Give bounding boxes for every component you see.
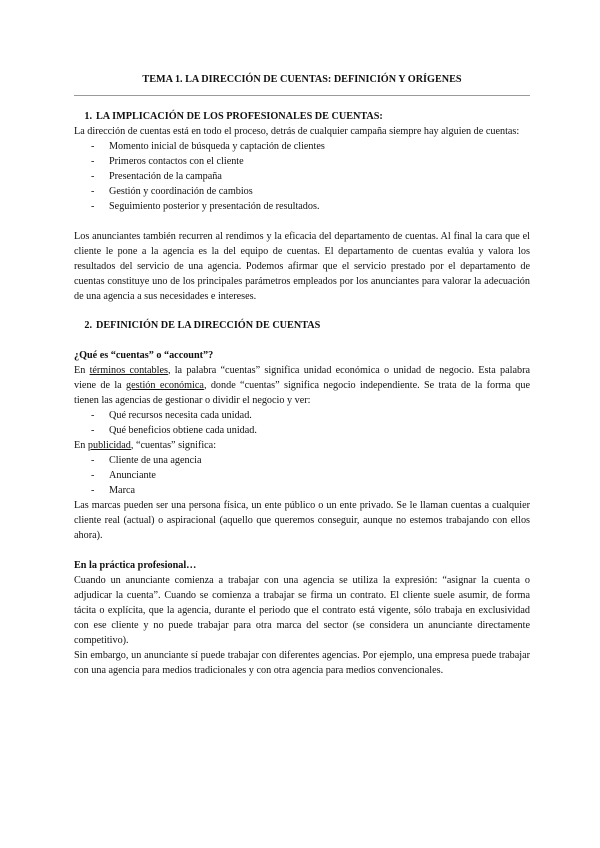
list-item: - Seguimiento posterior y presentación de resultados. — [74, 199, 530, 214]
section-2-paragraph-3: Las marcas pueden ser una persona física, un ente público o un ente privado. Se le llaman cuentas a cualquier cliente real (actual) o aspiracional (aquello que queremos conseguir, aunque no estemos trabajando con ellos ahora). — [74, 500, 530, 541]
text-run: , la palabra “cuentas” significa unidad económica o unidad de negocio. Esta palabra viene de la — [74, 365, 530, 391]
list-item: - Qué recursos necesita cada unidad. — [74, 408, 530, 423]
term-link-gestion: gestión económica — [126, 380, 204, 391]
text-run: , donde “cuentas” significa negocio independiente. Se trata de la forma que tienen las agencias de gestionar o dividir el negocio y ver: — [74, 380, 530, 406]
section-2-heading — [74, 318, 530, 333]
section-2-number: 2. — [84, 320, 92, 331]
document-title: TEMA 1. LA DIRECCIÓN DE CUENTAS: DEFINICIÓN Y ORÍGENES — [74, 72, 530, 96]
text-run: En — [74, 365, 90, 376]
section-1-number: 1. — [84, 111, 92, 122]
section-1-list — [74, 139, 530, 214]
list-item: - Primeros contactos con el cliente — [74, 154, 530, 169]
text-run: , “cuentas” significa: — [130, 440, 217, 451]
text-run: En — [74, 440, 88, 451]
term-link-contables: términos contables — [89, 365, 168, 376]
section-1-heading-text: LA IMPLICACIÓN DE LOS PROFESIONALES DE CUENTAS: — [96, 111, 383, 122]
section-2-heading-text: DEFINICIÓN DE LA DIRECCIÓN DE CUENTAS — [96, 320, 321, 331]
section-2-list-2 — [74, 453, 530, 498]
section-2-paragraph-4: Cuando un anunciante comienza a trabajar con una agencia se utiliza la expresión: “asignar la cuenta o adjudicar la cuenta”. Cuando se comienza a trabajar se firma un contrato. El cliente suele asumir, de forma tácita o explícita, que la agencia, durante el periodo que el contrato está vigente, sólo trabaja en exclusividad con ese cliente y no puede trabajar para otra marca del sector (se considera un anunciante directamente competitivo). — [74, 575, 530, 646]
list-item: - Momento inicial de búsqueda y captación de clientes — [74, 139, 530, 154]
section-2-question: ¿Qué es “cuentas” o “account”? — [74, 350, 214, 361]
list-item: - Cliente de una agencia — [74, 453, 530, 468]
term-link-publicidad: publicidad — [87, 440, 131, 451]
document-body — [74, 72, 530, 678]
list-item: - Anunciante — [74, 468, 530, 483]
section-2-paragraph-1 — [74, 363, 530, 408]
section-1-paragraph: Los anunciantes también recurren al rendimos y la eficacia del departamento de cuentas. Al final la cara que el cliente le pone a la agencia es la del equipo de cuentas. El departamento de cuentas evalúa y valora los resultados del servicio de una agencia. Podemos afirmar que el servicio prestado por el departamento de cuentas constituye uno de los principales parámetros empleados por los anunciantes para valorar la adecuación de una agencia a sus necesidades e intereses. — [74, 231, 530, 302]
section-2-paragraph-5: Sin embargo, un anunciante sí puede trabajar con diferentes agencias. Por ejemplo, una empresa puede trabajar con una agencia para medios tradicionales y con otra agencia para medios convencionales. — [74, 650, 530, 676]
list-item: - Presentación de la campaña — [74, 169, 530, 184]
section-2-list-1 — [74, 408, 530, 438]
list-item: - Gestión y coordinación de cambios — [74, 184, 530, 199]
section-1-heading — [74, 109, 530, 124]
practice-heading: En la práctica profesional… — [74, 560, 197, 571]
list-item: - Marca — [74, 483, 530, 498]
section-1-intro: La dirección de cuentas está en todo el proceso, detrás de cualquier campaña siempre hay alguien de cuentas: — [74, 126, 520, 137]
section-2-paragraph-2 — [74, 438, 530, 453]
list-item: - Qué beneficios obtiene cada unidad. — [74, 423, 530, 438]
